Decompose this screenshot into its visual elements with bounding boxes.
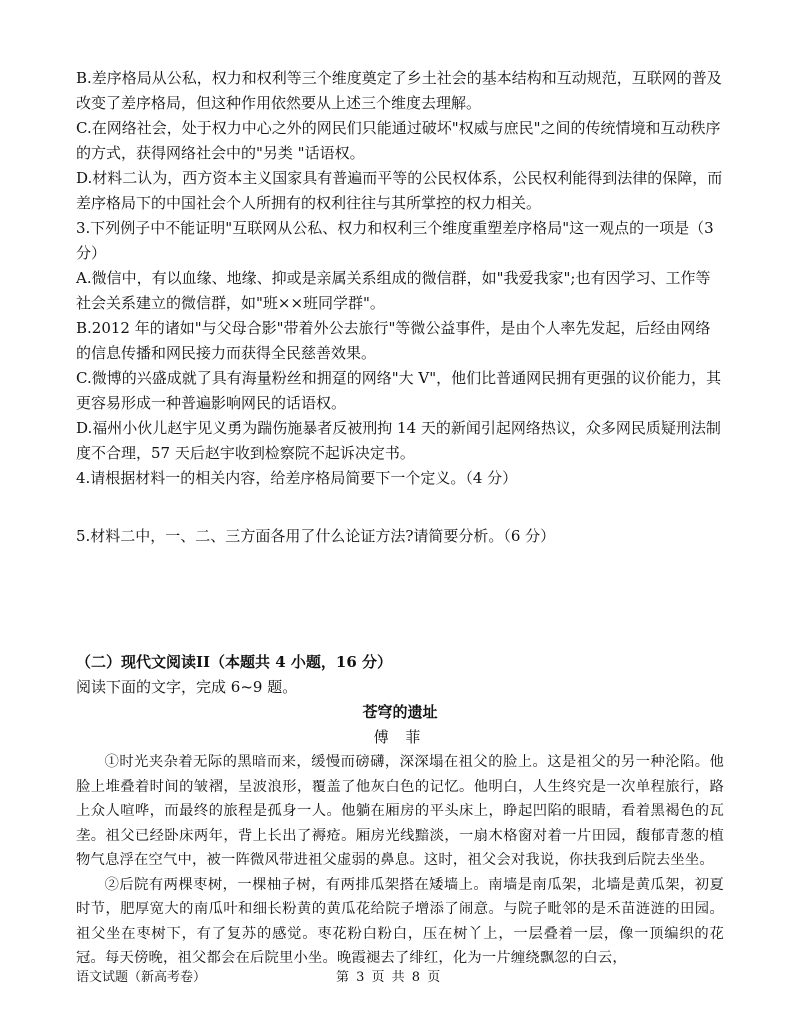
footer-exam-name: 语文试题（新高考卷） <box>76 970 207 985</box>
q3-option-c: C.微博的兴盛成就了具有海量粉丝和拥趸的网络"大 V"，他们比普通网民拥有更强的议价能力，其更容易形成一种普遍影响网民的话语权。 <box>76 369 722 412</box>
paragraph-2: ②后院有两棵枣树，一棵柚子树，有两排瓜架搭在矮墙上。南墙是南瓜架，北墙是黄瓜架，初夏时节，肥厚宽大的南瓜叶和细长粉黄的黄瓜花给院子增添了闹意。与院子毗邻的是禾苗涟涟的田园。祖父坐在枣树下，有了复苏的感觉。枣花粉白粉白，压在树丫上，一层叠着一层，像一顶编织的花冠。每天傍晚，祖父都会在后院里小坐。晚霞褪去了绯红，化为一片缠绕飘忽的白云， <box>76 876 724 966</box>
option-b: B.差序格局从公私，权力和权利等三个维度奠定了乡土社会的基本结构和互动规范，互联网的普及改变了差序格局，但这种作用依然要从上述三个维度去理解。 <box>76 69 722 112</box>
option-d: D.材料二认为，西方资本主义国家具有普遍而平等的公民权体系，公民权利能得到法律的保障，而差序格局下的中国社会个人所拥有的权利往往与其所掌控的权力相关。 <box>76 169 723 212</box>
question-2-options <box>76 66 724 491</box>
reading-section <box>76 650 724 971</box>
q3-option-d: D.福州小伙儿赵宇见义勇为踹伤施暴者反被刑拘 14 天的新闻引起网络热议，众多网民质疑刑法制度不合理，57 天后赵宇收到检察院不起诉决定书。 <box>76 419 721 462</box>
article-author: 傅 菲 <box>373 728 427 746</box>
section-instruction: 阅读下面的文字，完成 6~9 题。 <box>76 678 298 696</box>
question-4: 4.请根据材料一的相关内容，给差序格局简要下一个定义。（4 分） <box>76 469 518 487</box>
footer-page-number: 第 3 页 共 8 页 <box>336 970 441 985</box>
option-c: C.在网络社会，处于权力中心之外的网民们只能通过破坏"权威与庶民"之间的传统情境和互动秩序的方式，获得网络社会中的"另类 "话语权。 <box>76 119 721 162</box>
section-heading: （二）现代文阅读II（本题共 4 小题，16 分） <box>76 653 393 671</box>
article-title: 苍穹的遗址 <box>362 703 438 721</box>
paragraph-1: ①时光夹杂着无际的黑暗而来，缓慢而磅礴，深深塌在祖父的脸上。这是祖父的另一种沦陷。他脸上堆叠着时间的皱褶，呈波浪形，覆盖了他灰白色的记忆。他明白，人生终究是一次单程旅行，路上众人喧哗，而最终的旅程是孤身一人。他躺在厢房的平头床上，睁起凹陷的眼睛，看着黑褐色的瓦垄。祖父已经卧床两年，背上长出了褥疮。厢房光线黯淡，一扇木格窗对着一片田园，馥郁青葱的植物气息浮在空气中，被一阵微风带进祖父虚弱的鼻息。这时，祖父会对我说，你扶我到后院去坐坐。 <box>76 754 724 868</box>
question-5-block <box>76 524 724 549</box>
question-3-stem: 3.下列例子中不能证明"互联网从公私、权力和权利三个维度重塑差序格局"这一观点的一项是（3分） <box>76 219 714 262</box>
question-5: 5.材料二中，一、二、三方面各用了什么论证方法?请简要分析。（6 分） <box>76 527 556 545</box>
q3-option-b: B.2012 年的诸如"与父母合影"带着外公去旅行"等微公益事件，是由个人率先发起，后经由网络的信息传播和网民接力而获得全民慈善效果。 <box>76 319 711 362</box>
q3-option-a: A.微信中，有以血缘、地缘、抑或是亲属关系组成的微信群，如"我爱我家";也有因学习、工作等社会关系建立的微信群，如"班××班同学群"。 <box>76 269 711 312</box>
